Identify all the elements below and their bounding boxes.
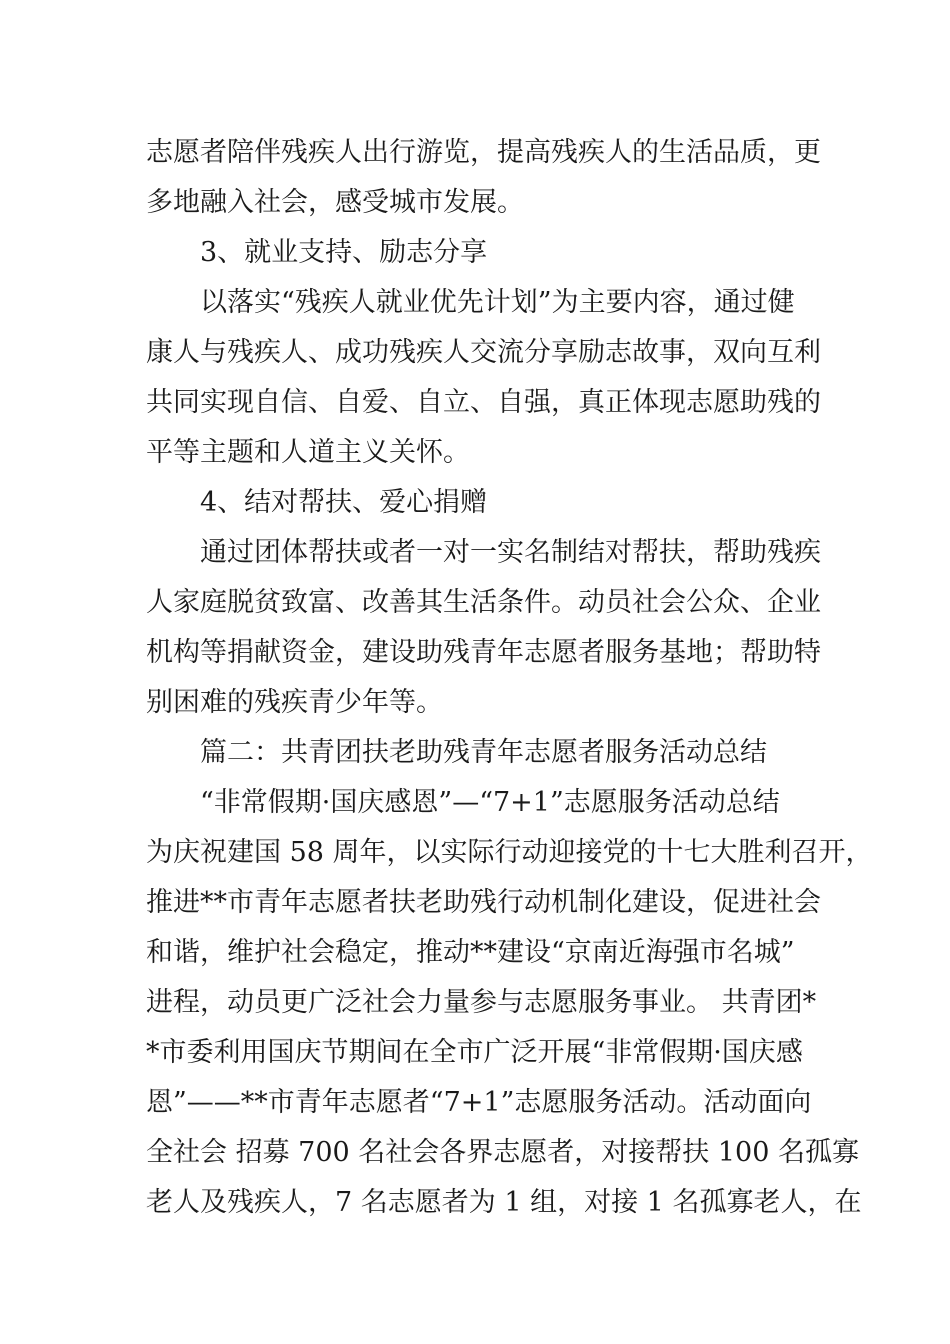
paragraph-line: 人家庭脱贫致富、改善其生活条件。动员社会公众、企业	[146, 587, 821, 618]
paragraph-line: *市委利用国庆节期间在全市广泛开展“非常假期·国庆感	[146, 1037, 803, 1068]
section-heading: 3、就业支持、励志分享	[200, 237, 488, 268]
paragraph-line: 通过团体帮扶或者一对一实名制结对帮扶，帮助残疾	[200, 537, 821, 568]
paragraph-line: 以落实“残疾人就业优先计划”为主要内容，通过健	[200, 287, 795, 318]
paragraph-line: 共同实现自信、自爱、自立、自强，真正体现志愿助残的	[146, 387, 821, 418]
paragraph-line: 进程，动员更广泛社会力量参与志愿服务事业。 共青团*	[146, 987, 817, 1018]
paragraph-line: 推进**市青年志愿者扶老助残行动机制化建设，促进社会	[146, 887, 821, 918]
paragraph-line: 恩”——**市青年志愿者“7+1”志愿服务活动。活动面向	[146, 1087, 812, 1118]
paragraph-line: 为庆祝建国 58 周年，以实际行动迎接党的十七大胜利召开，	[146, 837, 873, 868]
paragraph-line: 康人与残疾人、成功残疾人交流分享励志故事，双向互利	[146, 337, 821, 368]
paragraph-line: 别困难的残疾青少年等。	[146, 687, 443, 718]
paragraph-line: 机构等捐献资金，建设助残青年志愿者服务基地；帮助特	[146, 637, 821, 668]
paragraph-line: 多地融入社会，感受城市发展。	[146, 187, 524, 218]
paragraph-line: 全社会 招募 700 名社会各界志愿者，对接帮扶 100 名孤寡	[146, 1137, 859, 1168]
paragraph-line: 和谐，维护社会稳定，推动**建设“京南近海强市名城”	[146, 937, 795, 968]
article-title: “非常假期·国庆感恩”—“7+1”志愿服务活动总结	[200, 787, 780, 818]
chapter-title: 篇二：共青团扶老助残青年志愿者服务活动总结	[200, 737, 767, 768]
section-heading: 4、结对帮扶、爱心捐赠	[200, 487, 488, 518]
paragraph-line: 平等主题和人道主义关怀。	[146, 437, 470, 468]
paragraph-line: 老人及残疾人，7 名志愿者为 1 组，对接 1 名孤寡老人，在	[146, 1187, 862, 1218]
paragraph-line: 志愿者陪伴残疾人出行游览，提高残疾人的生活品质，更	[146, 137, 821, 168]
